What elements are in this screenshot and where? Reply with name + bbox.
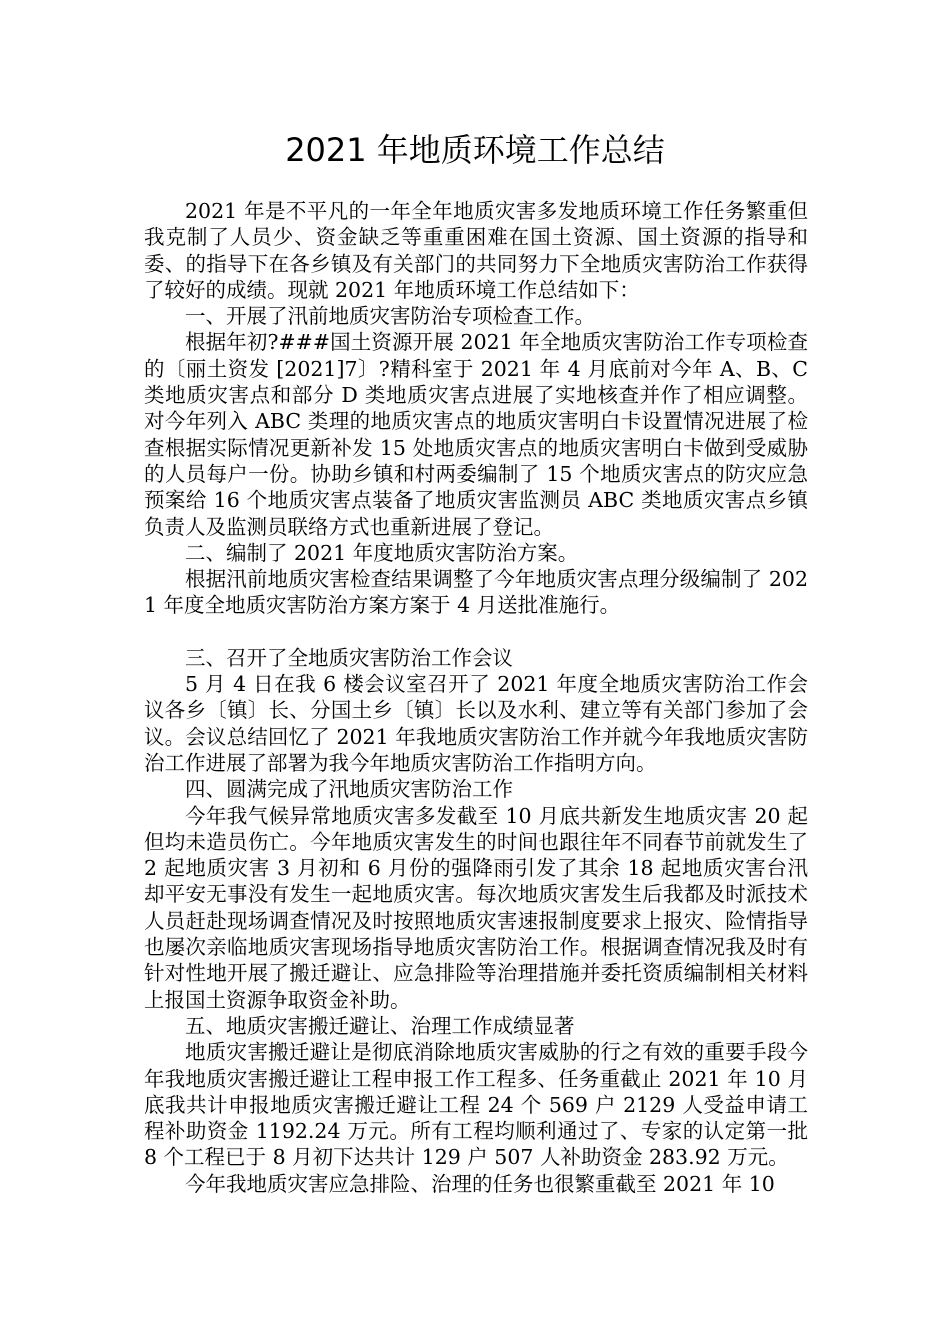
section-heading-1: 一、开展了汛前地质灾害防治专项检查工作。 [185,304,595,329]
document-title: 2021 年地质环境工作总结 [285,131,665,169]
paragraph-section-4: 今年我气候异常地质灾害多发截至 10 月底共新发生地质灾害 20 起但均未造员伤亡。今年地质灾害发生的时间也跟往年不同春节前就发生了 2 起地质灾害 3 月初和 6 月份的强降雨引发了其余 18 起地质灾害台汛却平安无事没有发生一起地质灾害。每次地质灾害发生后我都及时派技术人员赶赴现场调查情况及时按照地质灾害速报制度要求上报灾、险情指导也屡次亲临地质灾害现场指导地质灾害防治工作。根据调查情况我及时有针对性地开展了搬迁避让、应急排险等治理措施并委托资质编制相关材料上报国土资源争取资金补助。 [144,803,808,1012]
paragraph-section-5-continued: 今年我地质灾害应急排险、治理的任务也很繁重截至 2021 年 10 [185,1171,775,1196]
paragraph-section-1: 根据年初?###国土资源开展 2021 年全地质灾害防治工作专项检查的〔丽土资发 [2021]7〕?精科室于 2021 年 4 月底前对今年 A、B、C 类地质灾害点和部分 D 类地质灾害点进展了实地核查并作了相应调整。对今年列入 ABC 类理的地质灾害点的地质灾害明白卡设置情况进展了检查根据实际情况更新补发 15 处地质灾害点的地质灾害明白卡做到受威胁的人员每户一份。协助乡镇和村两委编制了 15 个地质灾害点的防灾应急预案给 16 个地质灾害点装备了地质灾害监测员 ABC 类地质灾害点乡镇负责人及监测员联络方式也重新进展了登记。 [144,330,808,539]
section-heading-4: 四、圆满完成了汛地质灾害防治工作 [185,777,513,802]
paragraph-intro: 2021 年是不平凡的一年全年地质灾害多发地质环境工作任务繁重但我克制了人员少、资金缺乏等重重困难在国土资源、国土资源的指导和委、的指导下在各乡镇及有关部门的共同努力下全地质灾害防治工作获得了较好的成绩。现就 2021 年地质环境工作总结如下： [144,199,808,302]
paragraph-section-2: 根据汛前地质灾害检查结果调整了今年地质灾害点理分级编制了 2021 年度全地质灾害防治方案方案于 4 月送批准施行。 [144,567,808,618]
paragraph-section-5: 地质灾害搬迁避让是彻底消除地质灾害威胁的行之有效的重要手段今年我地质灾害搬迁避让工程申报工作工程多、任务重截止 2021 年 10 月底我共计申报地质灾害搬迁避让工程 24 个 569 户 2129 人受益申请工程补助资金 1192.24 万元。所有工程均顺利通过了、专家的认定第一批 8 个工程已于 8 月初下达共计 129 户 507 人补助资金 283.92 万元。 [144,1040,808,1170]
section-heading-5: 五、地质灾害搬迁避让、治理工作成绩显著 [185,1013,575,1038]
paragraph-section-3: 5 月 4 日在我 6 楼会议室召开了 2021 年度全地质灾害防治工作会议各乡〔镇〕长、分国土乡〔镇〕长以及水利、建立等有关部门参加了会议。会议总结回忆了 2021 年我地质灾害防治工作并就今年我地质灾害防治工作进展了部署为我今年地质灾害防治工作指明方向。 [144,672,808,775]
document-body [144,198,808,1197]
section-heading-2: 二、编制了 2021 年度地质灾害防治方案。 [185,540,579,565]
section-heading-3: 三、召开了全地质灾害防治工作会议 [185,645,513,670]
blank-line [144,619,808,645]
